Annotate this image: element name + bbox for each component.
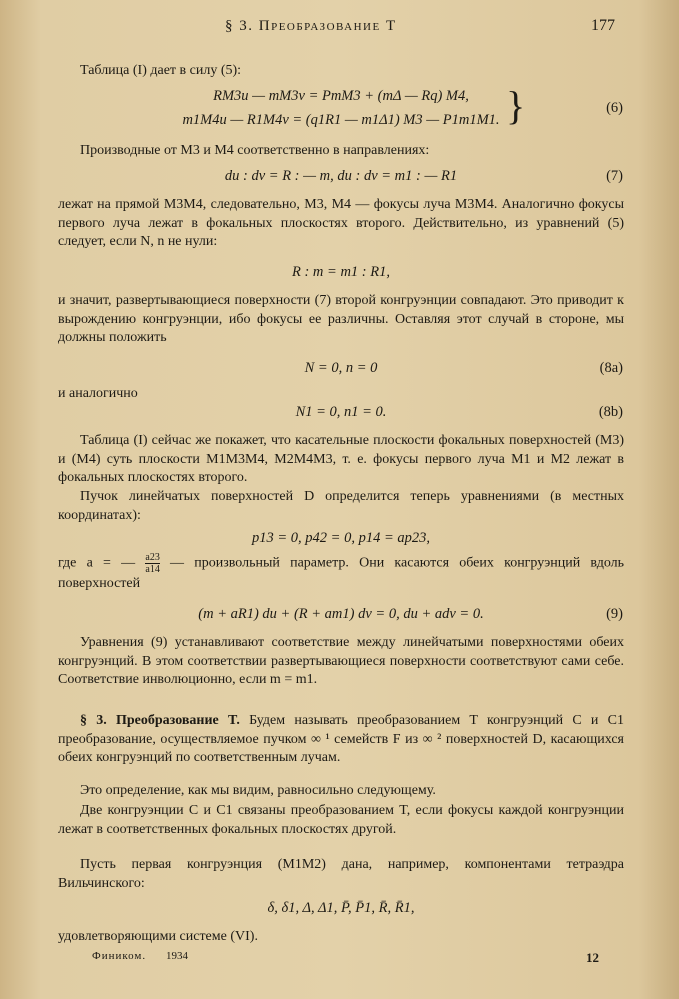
paragraph: Таблица (I) дает в силу (5): — [80, 63, 242, 78]
equation-plucker: p13 = 0, p42 = 0, p14 = ap23, — [252, 530, 430, 546]
paragraph: и значит, развертывающиеся поверхности (7) второй конгруэнции совпадают. Это приводит к вырождению конгруэнции, ибо фокусы ее различны. Оставляя этот случай в стороне, мы должны положить — [58, 293, 624, 345]
running-header — [0, 18, 679, 48]
text-segment: где a = — — [58, 555, 136, 571]
equation-8a: N = 0, n = 0 — [304, 360, 378, 376]
signature-number: 12 — [586, 950, 599, 965]
equation-number: (7) — [606, 168, 623, 184]
paragraph: Пусть первая конгруэнция (M1M2) дана, например, компонентами тетраэдра Вильчинского: — [58, 857, 624, 891]
paragraph-with-fraction — [58, 552, 624, 594]
section-heading: § 3. Преобразование T. — [80, 713, 240, 728]
paragraph: лежат на прямой M3M4, следовательно, M3, M4 — фокусы луча M3M4. Аналогично фокусы первого луча лежат в фокальных плоскостях второго. Действительно, из уравнений (5) следует, если N, n не нули: — [58, 197, 624, 249]
section-paragraph — [58, 712, 624, 768]
equation-6b: m1M4u — R1M4v = (q1R1 — m1Δ1) M3 — P1m1M1. — [182, 112, 500, 128]
paragraph: Уравнения (9) устанавливают соответствие между линейчатыми поверхностями обеих конгруэнций. В этом соответствии развертывающиеся поверхности соответствуют сами себе. Соответствие инволюционно, если m = m1. — [58, 635, 624, 687]
fraction — [145, 552, 159, 575]
equation-8b: N1 = 0, n1 = 0. — [295, 404, 387, 420]
paragraph: Таблица (I) сейчас же покажет, что касательные плоскости фокальных поверхностей (M3) и (M4) суть плоскости M1M3M4, M2M4M3, т. е. фокусы первого луча M1 и M2 лежат в фокальных плоскостях второго. — [58, 433, 624, 485]
print-year: 1934 — [166, 950, 188, 962]
page-number: 177 — [591, 17, 615, 34]
equation-number: (6) — [606, 100, 623, 116]
equation-6a: RM3u — mM3v = PmM3 + (mΔ — Rq) M4, — [213, 88, 469, 104]
paragraph: Производные от M3 и M4 соответственно в направлениях: — [80, 143, 430, 158]
equation-components: δ, δ1, Δ, Δ1, P̄, P̄1, R̄, R̄1, — [267, 900, 415, 916]
paragraph: удовлетворяющими системе (VI). — [58, 929, 258, 944]
running-title: § 3. Преобразование T — [225, 18, 397, 34]
equation-number: (9) — [606, 606, 623, 622]
printer-mark: Фиником. — [92, 950, 147, 962]
fraction-denominator: a14 — [145, 564, 160, 575]
equation-number: (8b) — [598, 404, 623, 420]
equation-ratio: R : m = m1 : R1, — [292, 264, 390, 280]
paragraph: и аналогично — [58, 386, 138, 401]
paragraph: Это определение, как мы видим, равносильно следующему. — [80, 783, 436, 798]
text-segment: — произвольный параметр. Они касаются обеих конгруэнций вдоль поверхностей — [58, 555, 625, 591]
fraction-numerator: a23 — [145, 552, 160, 563]
equation-number: (8a) — [599, 360, 623, 376]
paragraph: Две конгруэнции C и C1 связаны преобразованием T, если фокусы каждой конгруэнции лежат в соответственных фокальных плоскостях другой. — [58, 803, 624, 837]
paragraph: Пучок линейчатых поверхностей D определится теперь уравнениями (в местных координатах): — [58, 489, 624, 523]
equation-7: du : dv = R : — m, du : dv = m1 : — R1 — [224, 168, 458, 184]
equation-9: (m + aR1) du + (R + am1) dv = 0, du + adv = 0. — [198, 606, 484, 622]
equation-brace: } — [506, 83, 526, 128]
text-segment: Будем называть преобразованием T конгруэнций C и C1 преобразование, осуществляемое пучком ∞ ¹ семейств F из ∞ ² поверхностей D, касающихся обеих конгруэнций по соответственным лучам. — [58, 713, 625, 765]
